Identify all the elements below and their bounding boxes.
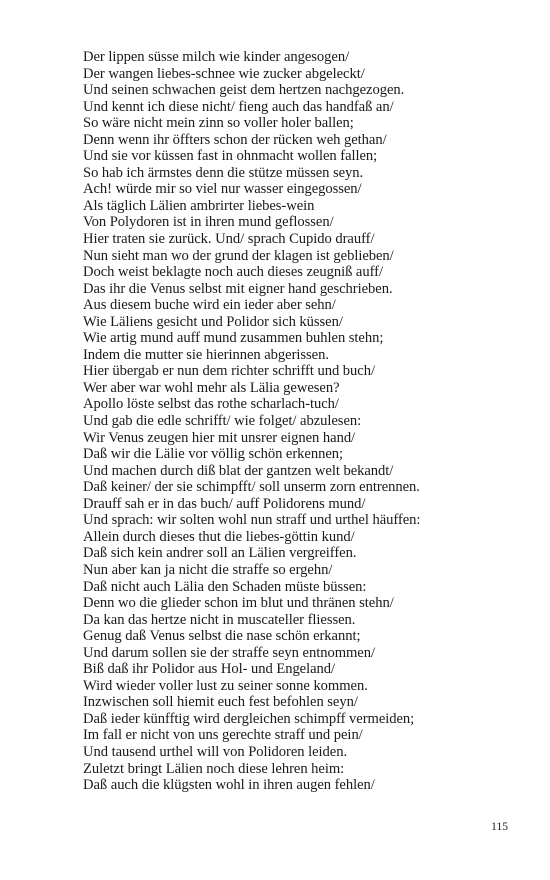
poem-line: Doch weist beklagte noch auch dieses zeugniß auff/ bbox=[83, 264, 383, 281]
poem-line: Hier übergab er nun dem richter schrifft und buch/ bbox=[83, 363, 375, 380]
poem-line: Wer aber war wohl mehr als Lälia gewesen? bbox=[83, 379, 340, 396]
poem-line: Daß nicht auch Lälia den Schaden müste büssen: bbox=[83, 578, 367, 595]
poem-line: Und seinen schwachen geist dem hertzen nachgezogen. bbox=[83, 82, 405, 99]
poem-line: Zuletzt bringt Lälien noch diese lehren heim: bbox=[83, 760, 345, 777]
poem-line: Der lippen süsse milch wie kinder angesogen/ bbox=[83, 49, 350, 65]
poem-line: Und kennt ich diese nicht/ fieng auch das handfaß an/ bbox=[83, 98, 394, 115]
poem-line: Ach! würde mir so viel nur wasser eingegossen/ bbox=[83, 181, 362, 198]
poem-line: Und sie vor küssen fast in ohnmacht wollen fallen; bbox=[83, 148, 378, 165]
poem-line: Wird wieder voller lust zu seiner sonne kommen. bbox=[83, 677, 368, 694]
poem-line: Und sprach: wir solten wohl nun straff und urthel häuffen: bbox=[83, 512, 421, 529]
poem-line: Wie artig mund auff mund zusammen buhlen stehn; bbox=[83, 330, 384, 347]
poem-line: Drauff sah er in das buch/ auff Polidorens mund/ bbox=[83, 495, 366, 512]
poem-line: Und darum sollen sie der straffe seyn entnommen/ bbox=[83, 644, 375, 661]
poem-text bbox=[83, 49, 523, 794]
poem-line: Daß keiner/ der sie schimpfft/ soll unserm zorn entrennen. bbox=[83, 479, 420, 496]
page-number: 115 bbox=[491, 821, 508, 833]
poem-line: Und machen durch diß blat der gantzen welt bekandt/ bbox=[83, 462, 394, 479]
poem-line: Und tausend urthel will von Polidoren leiden. bbox=[83, 743, 348, 760]
poem-line: Von Polydoren ist in ihren mund geflossen/ bbox=[83, 214, 334, 231]
poem-line: Das ihr die Venus selbst mit eigner hand geschrieben. bbox=[83, 280, 393, 297]
poem-line: Nun sieht man wo der grund der klagen ist geblieben/ bbox=[83, 247, 394, 264]
poem-line: Denn wo die glieder schon im blut und thränen stehn/ bbox=[83, 595, 394, 612]
poem-line: Daß ieder künfftig wird dergleichen schimpff vermeiden; bbox=[83, 710, 415, 727]
poem-line: Hier traten sie zurück. Und/ sprach Cupido drauff/ bbox=[83, 231, 375, 248]
poem-line: Biß daß ihr Polidor aus Hol- und Engeland/ bbox=[83, 661, 336, 678]
poem-line: So hab ich ärmstes denn die stütze müssen seyn. bbox=[83, 164, 364, 181]
poem-line: Daß wir die Lälie vor völlig schön erkennen; bbox=[83, 446, 344, 463]
poem-line: Als täglich Lälien ambrirter liebes-wein bbox=[83, 197, 315, 214]
poem-line: Apollo löste selbst das rothe scharlach-tuch/ bbox=[83, 396, 339, 413]
poem-line: Daß sich kein andrer soll an Lälien vergreiffen. bbox=[83, 545, 357, 562]
poem-line: Im fall er nicht von uns gerechte straff und pein/ bbox=[83, 727, 363, 744]
poem-line: So wäre nicht mein zinn so voller holer ballen; bbox=[83, 115, 354, 132]
poem-line: Wir Venus zeugen hier mit unsrer eignen hand/ bbox=[83, 429, 356, 446]
poem-line: Nun aber kan ja nicht die straffe so ergehn/ bbox=[83, 561, 333, 578]
poem-line: Daß auch die klügsten wohl in ihren augen fehlen/ bbox=[83, 777, 375, 794]
poem-line: Und gab die edle schrifft/ wie folget/ abzulesen: bbox=[83, 413, 362, 430]
poem-line: Indem die mutter sie hierinnen abgerissen. bbox=[83, 346, 329, 363]
poem-line: Denn wenn ihr öffters schon der rücken weh gethan/ bbox=[83, 131, 387, 148]
poem-line: Aus diesem buche wird ein ieder aber sehn/ bbox=[83, 297, 336, 314]
poem-line: Der wangen liebes-schnee wie zucker abgeleckt/ bbox=[83, 65, 365, 82]
poem-line: Allein durch dieses thut die liebes-göttin kund/ bbox=[83, 528, 355, 545]
poem-line: Wie Läliens gesicht und Polidor sich küssen/ bbox=[83, 313, 343, 330]
poem-line: Inzwischen soll hiemit euch fest befohlen seyn/ bbox=[83, 694, 358, 711]
poem-line: Genug daß Venus selbst die nase schön erkannt; bbox=[83, 628, 361, 645]
poem-line: Da kan das hertze nicht in muscateller fliessen. bbox=[83, 611, 356, 628]
